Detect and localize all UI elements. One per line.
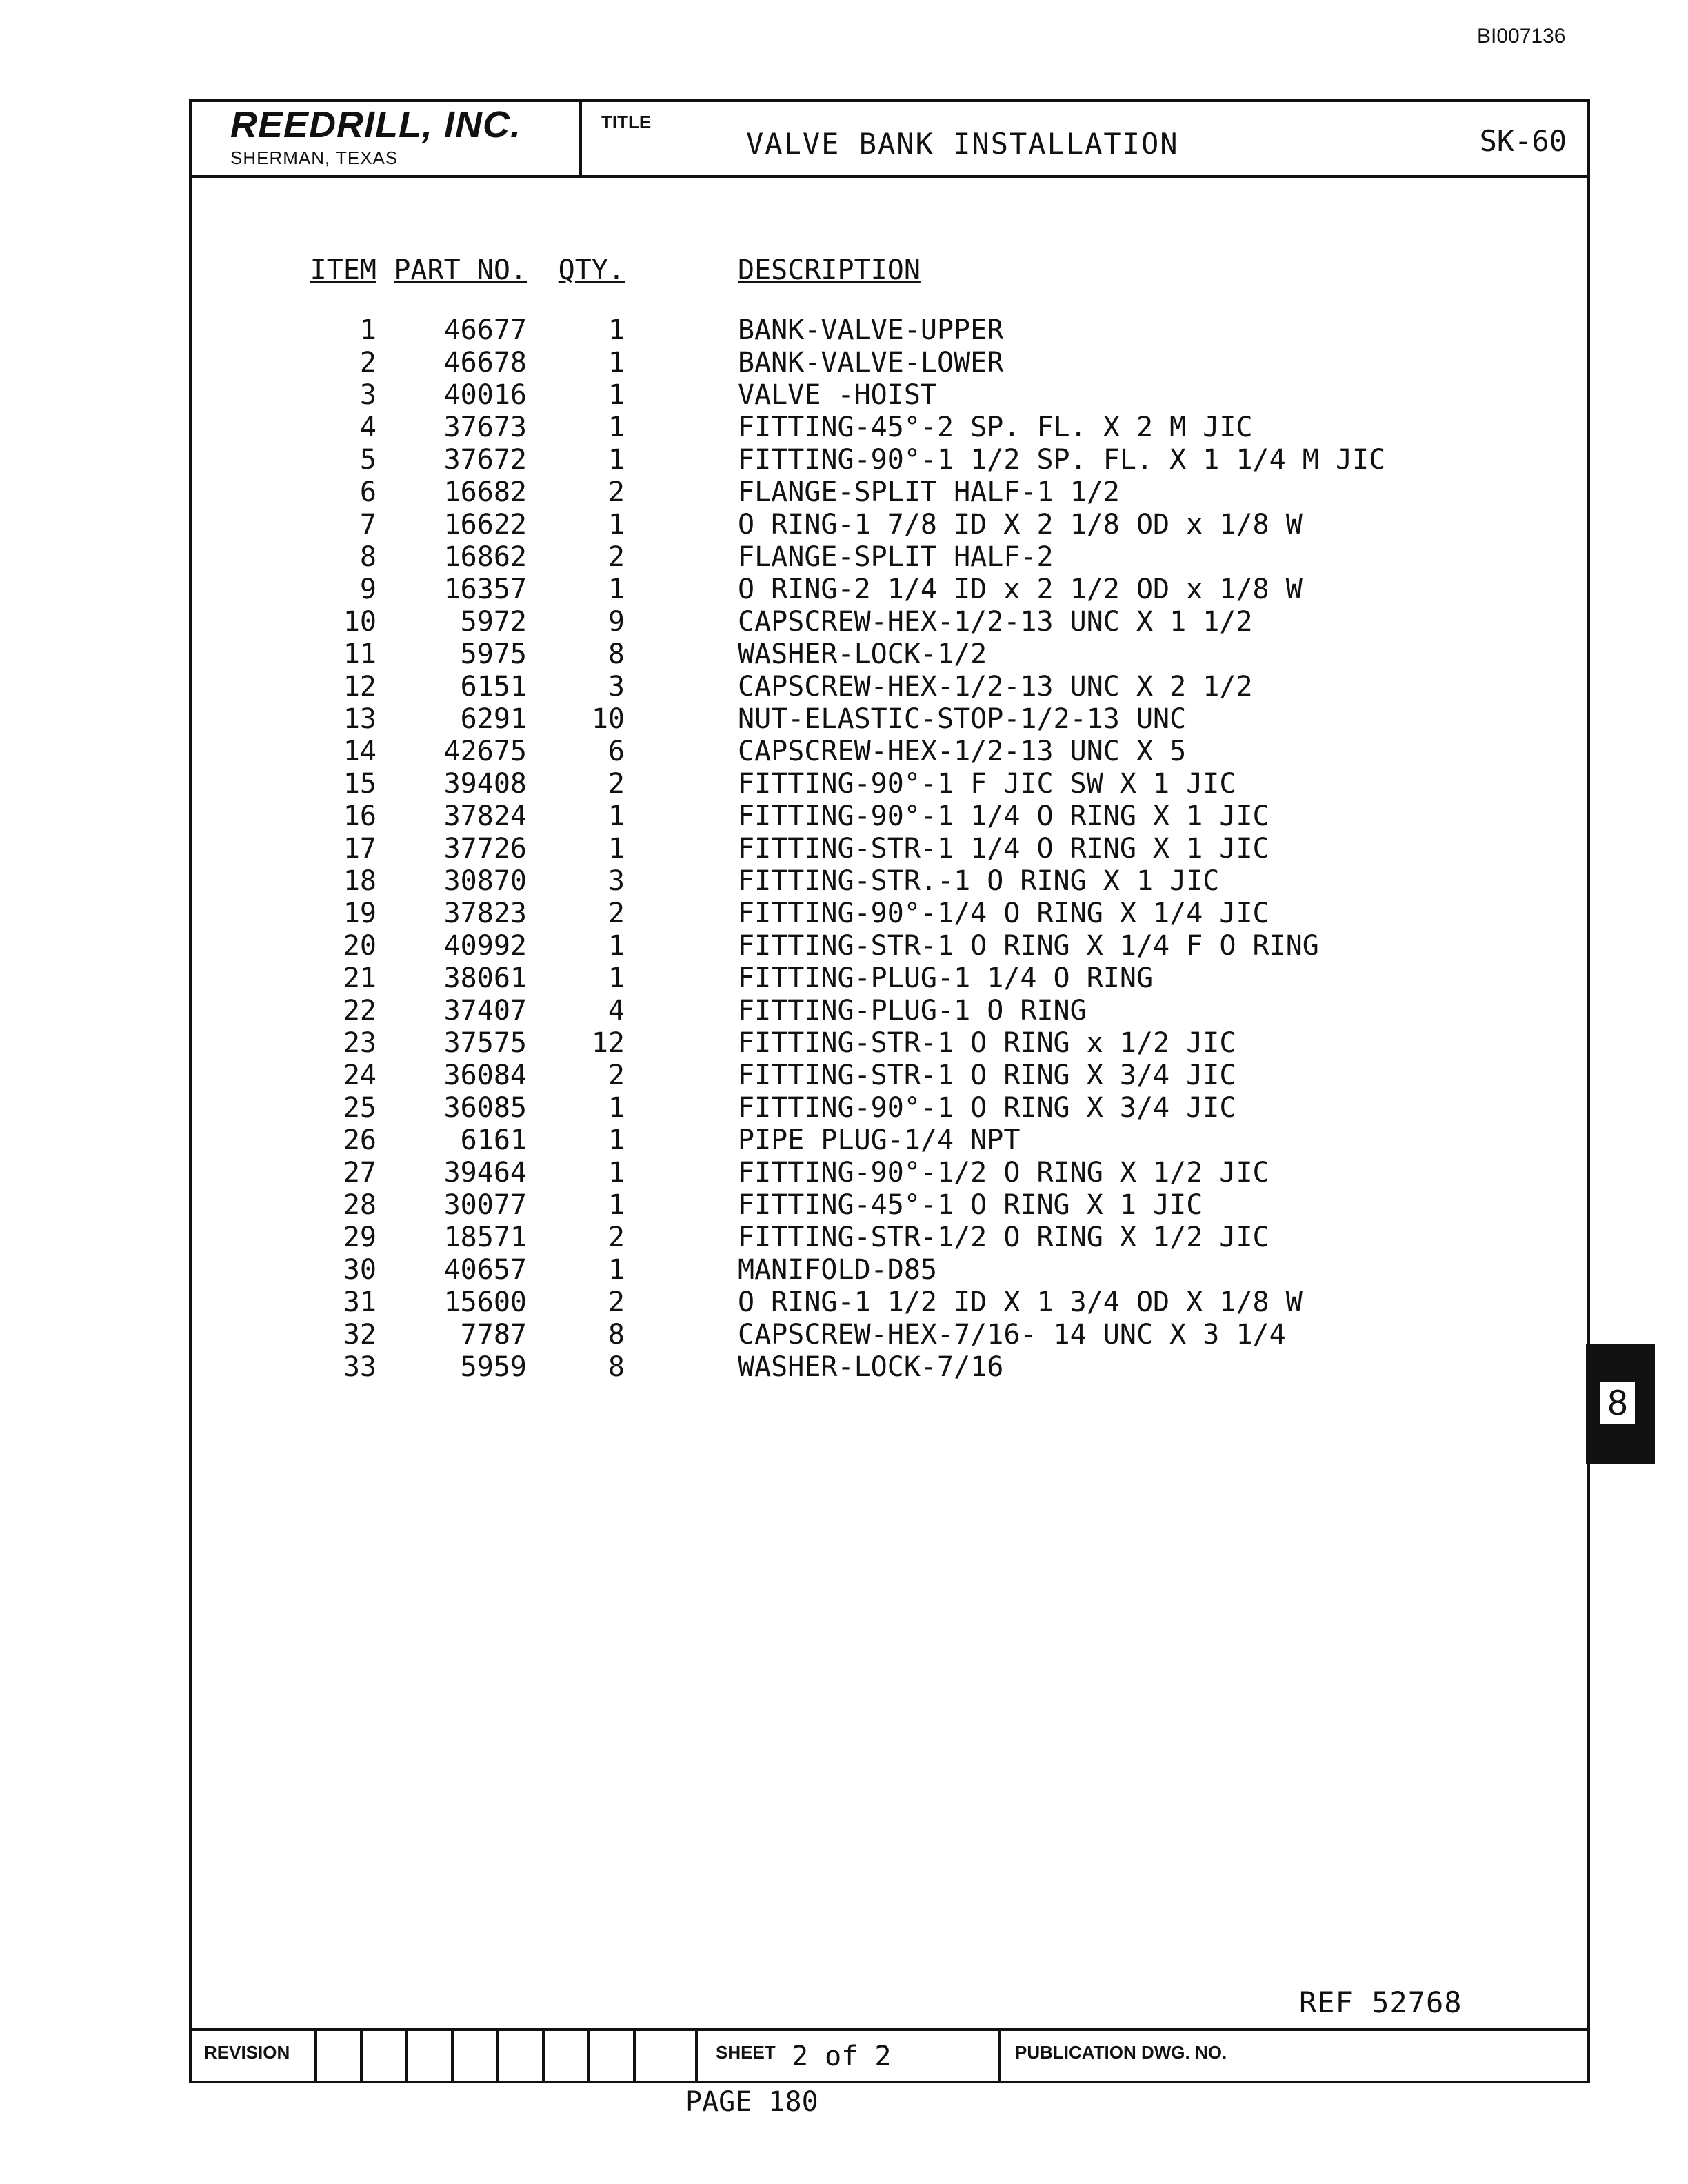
- item-number: 17: [343, 833, 376, 865]
- table-row: [295, 833, 1467, 865]
- company-name: REEDRILL, INC.: [230, 104, 522, 145]
- table-row: [295, 314, 1467, 347]
- title-label: TITLE: [601, 112, 652, 132]
- description: FITTING-45°-1 O RING X 1 JIC: [738, 1189, 1203, 1221]
- part-number: 46678: [443, 347, 527, 378]
- table-row: [295, 412, 1467, 444]
- section-tab: [1586, 1344, 1655, 1464]
- item-number: 25: [343, 1092, 376, 1124]
- part-number: 37407: [443, 995, 527, 1027]
- item-number: 11: [343, 638, 376, 670]
- description: FITTING-90°-1 O RING X 3/4 JIC: [738, 1092, 1236, 1124]
- drawing-number: SK-60: [1479, 124, 1567, 158]
- part-number: 16862: [443, 541, 527, 573]
- quantity: 1: [607, 412, 625, 443]
- item-number: 3: [359, 379, 376, 411]
- item-number: 14: [343, 736, 376, 767]
- part-number: 18571: [443, 1222, 527, 1253]
- part-number: 16622: [443, 509, 527, 540]
- quantity: 8: [607, 1319, 625, 1351]
- item-number: 5: [359, 444, 376, 476]
- revision-label: REVISION: [204, 2042, 290, 2063]
- description: FITTING-90°-1 F JIC SW X 1 JIC: [738, 768, 1236, 800]
- item-number: 7: [359, 509, 376, 540]
- item-number: 13: [343, 703, 376, 735]
- quantity: 3: [607, 671, 625, 702]
- part-number: 16682: [443, 476, 527, 508]
- description: CAPSCREW-HEX-1/2-13 UNC X 1 1/2: [738, 606, 1253, 638]
- quantity: 9: [607, 606, 625, 638]
- table-row: [295, 444, 1467, 476]
- part-number: 40016: [443, 379, 527, 411]
- description: FITTING-90°-1 1/4 O RING X 1 JIC: [738, 800, 1269, 832]
- table-row: [295, 574, 1467, 606]
- quantity: 1: [607, 574, 625, 605]
- part-number: 6151: [460, 671, 527, 702]
- part-number: 37824: [443, 800, 527, 832]
- table-row: [295, 865, 1467, 898]
- column-header-item: ITEM: [310, 254, 376, 286]
- revision-box: [314, 2031, 360, 2081]
- quantity: 8: [607, 638, 625, 670]
- quantity: 1: [607, 347, 625, 378]
- part-number: 36085: [443, 1092, 527, 1124]
- quantity: 1: [607, 962, 625, 994]
- table-row: [295, 671, 1467, 703]
- item-number: 22: [343, 995, 376, 1027]
- part-number: 42675: [443, 736, 527, 767]
- part-number: 36084: [443, 1060, 527, 1091]
- sheet-value: 2 of 2: [792, 2041, 892, 2072]
- part-number: 37575: [443, 1027, 527, 1059]
- description: O RING-1 7/8 ID X 2 1/8 OD x 1/8 W: [738, 509, 1303, 540]
- item-number: 10: [343, 606, 376, 638]
- quantity: 8: [607, 1351, 625, 1383]
- item-number: 9: [359, 574, 376, 605]
- table-row: [295, 1319, 1467, 1351]
- quantity: 1: [607, 1092, 625, 1124]
- description: FITTING-STR-1 O RING X 3/4 JIC: [738, 1060, 1236, 1091]
- description: CAPSCREW-HEX-7/16- 14 UNC X 3 1/4: [738, 1319, 1286, 1351]
- sheet-label: SHEET: [716, 2042, 776, 2063]
- description: FITTING-STR.-1 O RING X 1 JIC: [738, 865, 1220, 897]
- part-number: 38061: [443, 962, 527, 994]
- table-row: [295, 1286, 1467, 1319]
- parts-table-body: [295, 314, 1467, 1384]
- quantity: 2: [607, 1222, 625, 1253]
- quantity: 1: [607, 1157, 625, 1189]
- quantity: 1: [607, 509, 625, 540]
- title-block: [192, 102, 1587, 178]
- description: MANIFOLD-D85: [738, 1254, 937, 1286]
- item-number: 2: [359, 347, 376, 378]
- table-row: [295, 1060, 1467, 1092]
- publication-label: PUBLICATION DWG. NO.: [1015, 2042, 1227, 2063]
- item-number: 29: [343, 1222, 376, 1253]
- part-number: 37672: [443, 444, 527, 476]
- part-number: 7787: [460, 1319, 527, 1351]
- item-number: 20: [343, 930, 376, 962]
- drawing-frame: [189, 99, 1590, 2083]
- part-number: 5972: [460, 606, 527, 638]
- quantity: 12: [591, 1027, 625, 1059]
- revision-box: [633, 2031, 679, 2081]
- quantity: 1: [607, 1254, 625, 1286]
- quantity: 1: [607, 314, 625, 346]
- part-number: 16357: [443, 574, 527, 605]
- item-number: 31: [343, 1286, 376, 1318]
- part-number: 40657: [443, 1254, 527, 1286]
- part-number: 37673: [443, 412, 527, 443]
- part-number: 30870: [443, 865, 527, 897]
- section-tab-number: 8: [1598, 1380, 1637, 1426]
- quantity: 1: [607, 930, 625, 962]
- item-number: 24: [343, 1060, 376, 1091]
- description: NUT-ELASTIC-STOP-1/2-13 UNC: [738, 703, 1187, 735]
- description: BANK-VALVE-LOWER: [738, 347, 1004, 378]
- part-number: 37823: [443, 898, 527, 929]
- quantity: 2: [607, 1286, 625, 1318]
- table-row: [295, 962, 1467, 995]
- table-row: [295, 1124, 1467, 1157]
- description: FLANGE-SPLIT HALF-2: [738, 541, 1054, 573]
- item-number: 4: [359, 412, 376, 443]
- description: CAPSCREW-HEX-1/2-13 UNC X 2 1/2: [738, 671, 1253, 702]
- description: WASHER-LOCK-1/2: [738, 638, 987, 670]
- footer-block: [192, 2028, 1587, 2081]
- item-number: 28: [343, 1189, 376, 1221]
- description: CAPSCREW-HEX-1/2-13 UNC X 5: [738, 736, 1187, 767]
- description: FITTING-90°-1/2 O RING X 1/2 JIC: [738, 1157, 1269, 1189]
- item-number: 8: [359, 541, 376, 573]
- quantity: 6: [607, 736, 625, 767]
- part-number: 37726: [443, 833, 527, 865]
- company-block: [192, 102, 582, 175]
- quantity: 4: [607, 995, 625, 1027]
- revision-box: [360, 2031, 405, 2081]
- table-row: [295, 1189, 1467, 1222]
- page-number: PAGE 180: [685, 2086, 818, 2118]
- quantity: 2: [607, 898, 625, 929]
- description: O RING-2 1/4 ID x 2 1/2 OD x 1/8 W: [738, 574, 1303, 605]
- description: FITTING-PLUG-1 O RING: [738, 995, 1087, 1027]
- table-row: [295, 379, 1467, 412]
- description: FITTING-PLUG-1 1/4 O RING: [738, 962, 1154, 994]
- part-number: 6161: [460, 1124, 527, 1156]
- item-number: 27: [343, 1157, 376, 1189]
- item-number: 32: [343, 1319, 376, 1351]
- description: O RING-1 1/2 ID X 1 3/4 OD X 1/8 W: [738, 1286, 1303, 1318]
- table-row: [295, 898, 1467, 930]
- company-location: SHERMAN, TEXAS: [230, 148, 399, 168]
- item-number: 1: [359, 314, 376, 346]
- quantity: 1: [607, 444, 625, 476]
- table-row: [295, 476, 1467, 509]
- description: FITTING-90°-1 1/2 SP. FL. X 1 1/4 M JIC: [738, 444, 1386, 476]
- part-number: 46677: [443, 314, 527, 346]
- item-number: 23: [343, 1027, 376, 1059]
- description: FITTING-45°-2 SP. FL. X 2 M JIC: [738, 412, 1253, 443]
- revision-box: [587, 2031, 633, 2081]
- column-header-part-no: PART NO.: [394, 254, 527, 286]
- item-number: 6: [359, 476, 376, 508]
- table-row: [295, 768, 1467, 800]
- table-row: [295, 1157, 1467, 1189]
- table-row: [295, 1254, 1467, 1286]
- table-row: [295, 347, 1467, 379]
- table-row: [295, 1222, 1467, 1254]
- part-number: 15600: [443, 1286, 527, 1318]
- quantity: 2: [607, 541, 625, 573]
- item-number: 15: [343, 768, 376, 800]
- table-row: [295, 800, 1467, 833]
- sheet-cell: [695, 2031, 1001, 2081]
- item-number: 26: [343, 1124, 376, 1156]
- revision-box: [451, 2031, 496, 2081]
- quantity: 3: [607, 865, 625, 897]
- reference-number: REF 52768: [1299, 1985, 1463, 2019]
- description: WASHER-LOCK-7/16: [738, 1351, 1004, 1383]
- revision-box: [542, 2031, 587, 2081]
- quantity: 2: [607, 1060, 625, 1091]
- item-number: 21: [343, 962, 376, 994]
- parts-table-header: [295, 254, 1467, 314]
- quantity: 1: [607, 833, 625, 865]
- table-row: [295, 1027, 1467, 1060]
- description: FITTING-STR-1 O RING x 1/2 JIC: [738, 1027, 1236, 1059]
- item-number: 30: [343, 1254, 376, 1286]
- description: BANK-VALVE-UPPER: [738, 314, 1004, 346]
- quantity: 2: [607, 476, 625, 508]
- part-number: 6291: [460, 703, 527, 735]
- item-number: 18: [343, 865, 376, 897]
- item-number: 16: [343, 800, 376, 832]
- description: FITTING-STR-1 1/4 O RING X 1 JIC: [738, 833, 1269, 865]
- table-row: [295, 541, 1467, 574]
- parts-table: [295, 254, 1467, 1384]
- table-row: [295, 606, 1467, 638]
- item-number: 19: [343, 898, 376, 929]
- part-number: 5959: [460, 1351, 527, 1383]
- table-row: [295, 509, 1467, 541]
- quantity: 1: [607, 379, 625, 411]
- table-row: [295, 930, 1467, 962]
- revision-box: [496, 2031, 542, 2081]
- table-row: [295, 703, 1467, 736]
- item-number: 12: [343, 671, 376, 702]
- quantity: 1: [607, 1189, 625, 1221]
- description: VALVE -HOIST: [738, 379, 937, 411]
- part-number: 39464: [443, 1157, 527, 1189]
- table-row: [295, 995, 1467, 1027]
- table-row: [295, 638, 1467, 671]
- document-id: BI007136: [1477, 25, 1566, 48]
- table-row: [295, 736, 1467, 768]
- quantity: 1: [607, 1124, 625, 1156]
- description: FITTING-STR-1 O RING X 1/4 F O RING: [738, 930, 1319, 962]
- revision-box: [405, 2031, 451, 2081]
- column-header-description: DESCRIPTION: [738, 254, 921, 286]
- drawing-title: VALVE BANK INSTALLATION: [746, 127, 1179, 161]
- part-number: 5975: [460, 638, 527, 670]
- part-number: 30077: [443, 1189, 527, 1221]
- quantity: 10: [591, 703, 625, 735]
- quantity: 1: [607, 800, 625, 832]
- description: PIPE PLUG-1/4 NPT: [738, 1124, 1021, 1156]
- description: FITTING-90°-1/4 O RING X 1/4 JIC: [738, 898, 1269, 929]
- item-number: 33: [343, 1351, 376, 1383]
- part-number: 39408: [443, 768, 527, 800]
- column-header-qty: QTY.: [558, 254, 625, 286]
- description: FLANGE-SPLIT HALF-1 1/2: [738, 476, 1120, 508]
- table-row: [295, 1092, 1467, 1124]
- description: FITTING-STR-1/2 O RING X 1/2 JIC: [738, 1222, 1269, 1253]
- part-number: 40992: [443, 930, 527, 962]
- table-row: [295, 1351, 1467, 1384]
- quantity: 2: [607, 768, 625, 800]
